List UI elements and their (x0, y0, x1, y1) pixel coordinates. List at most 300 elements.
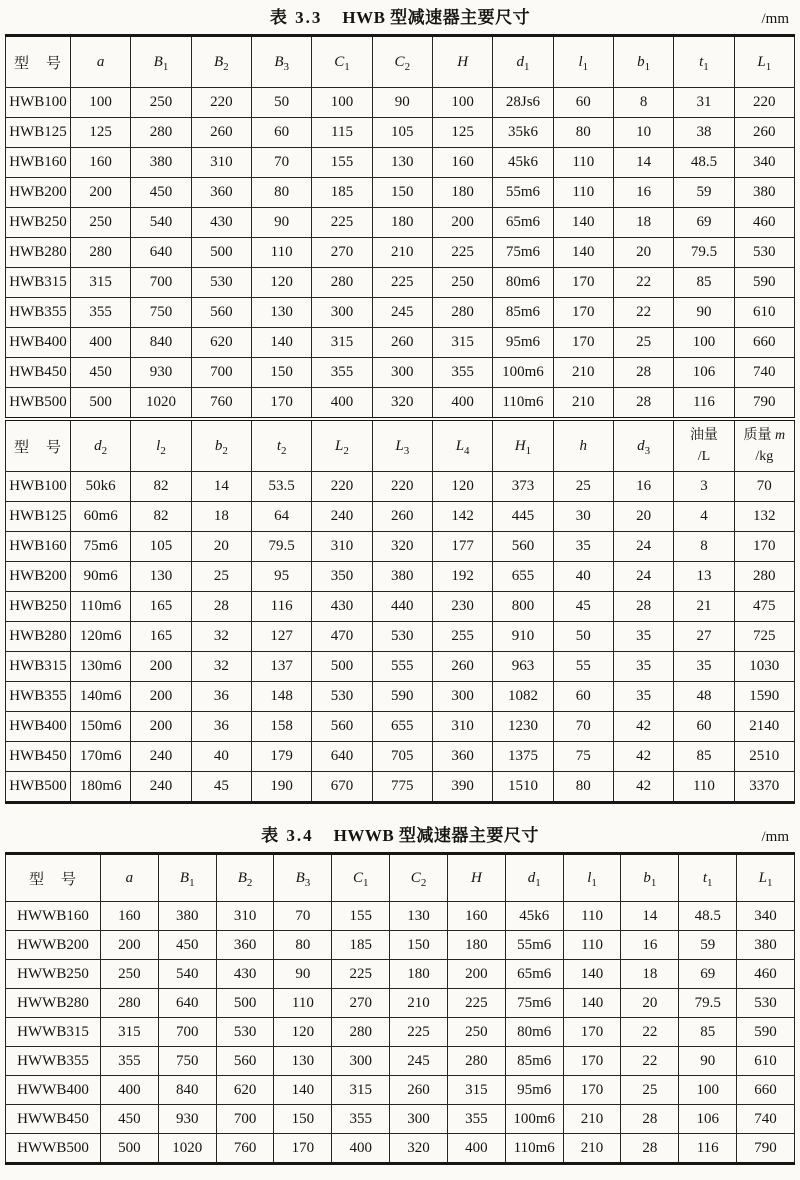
table-row (6, 1134, 795, 1164)
value-cell: 255 (432, 622, 492, 652)
table2-unit-label: /mm (761, 829, 789, 845)
value-cell: 190 (251, 772, 311, 803)
value-cell: 100 (679, 1076, 737, 1105)
table-row (6, 532, 795, 562)
value-cell: 115 (312, 118, 372, 148)
value-cell: 25 (621, 1076, 679, 1105)
value-cell: 300 (432, 682, 492, 712)
value-cell: 740 (734, 358, 794, 388)
value-cell: 260 (372, 328, 432, 358)
value-cell: 90 (372, 88, 432, 118)
column-header: a (101, 854, 159, 902)
value-cell: 140 (563, 989, 621, 1018)
value-cell: 220 (312, 472, 372, 502)
value-cell: 140 (251, 328, 311, 358)
table-row (6, 1047, 795, 1076)
value-cell: 95m6 (505, 1076, 563, 1105)
value-cell: 55m6 (493, 178, 553, 208)
value-cell: 105 (372, 118, 432, 148)
value-cell: 1510 (493, 772, 553, 803)
value-cell: 530 (312, 682, 372, 712)
value-cell: 540 (158, 960, 216, 989)
value-cell: 32 (191, 622, 251, 652)
value-cell: 45k6 (493, 148, 553, 178)
value-cell: 560 (191, 298, 251, 328)
value-cell: 170 (553, 298, 613, 328)
column-header: $B_2$ (216, 854, 274, 902)
value-cell: 460 (737, 960, 795, 989)
table-row (6, 1105, 795, 1134)
value-cell: 40 (553, 562, 613, 592)
value-cell: 590 (737, 1018, 795, 1047)
value-cell: 55 (553, 652, 613, 682)
value-cell: 250 (447, 1018, 505, 1047)
value-cell: 250 (101, 960, 159, 989)
value-cell: 50 (251, 88, 311, 118)
value-cell: 110m6 (505, 1134, 563, 1164)
value-cell: 70 (553, 712, 613, 742)
value-cell: 210 (553, 388, 613, 420)
value-cell: 70 (251, 148, 311, 178)
value-cell: 280 (101, 989, 159, 1018)
model-cell: HWB160 (6, 532, 71, 562)
value-cell: 450 (71, 358, 131, 388)
value-cell: 10 (613, 118, 673, 148)
value-cell: 315 (101, 1018, 159, 1047)
value-cell: 400 (71, 328, 131, 358)
value-cell: 315 (332, 1076, 390, 1105)
value-cell: 140 (274, 1076, 332, 1105)
header-row (6, 36, 795, 88)
value-cell: 28 (613, 388, 673, 420)
value-cell: 42 (613, 712, 673, 742)
value-cell: 500 (71, 388, 131, 420)
value-cell: 260 (734, 118, 794, 148)
value-cell: 70 (274, 902, 332, 931)
value-cell: 14 (191, 472, 251, 502)
value-cell: 100m6 (493, 358, 553, 388)
value-cell: 14 (621, 902, 679, 931)
column-header: 型 号 (6, 419, 71, 472)
value-cell: 148 (251, 682, 311, 712)
model-cell: HWWB280 (6, 989, 101, 1018)
value-cell: 28 (613, 358, 673, 388)
column-header: $t_1$ (674, 36, 734, 88)
value-cell: 530 (737, 989, 795, 1018)
column-header: $l_1$ (553, 36, 613, 88)
value-cell: 130 (372, 148, 432, 178)
value-cell: 315 (71, 268, 131, 298)
value-cell: 380 (158, 902, 216, 931)
value-cell: 220 (372, 472, 432, 502)
value-cell: 170m6 (71, 742, 131, 772)
value-cell: 16 (613, 472, 673, 502)
value-cell: 28 (613, 592, 673, 622)
value-cell: 530 (372, 622, 432, 652)
value-cell: 55m6 (505, 931, 563, 960)
value-cell: 35 (674, 652, 734, 682)
header-row (6, 854, 795, 902)
value-cell: 660 (734, 328, 794, 358)
value-cell: 725 (734, 622, 794, 652)
column-header: $b_1$ (613, 36, 673, 88)
value-cell: 160 (447, 902, 505, 931)
value-cell: 25 (191, 562, 251, 592)
value-cell: 590 (734, 268, 794, 298)
value-cell: 610 (737, 1047, 795, 1076)
value-cell: 18 (191, 502, 251, 532)
value-cell: 280 (447, 1047, 505, 1076)
value-cell: 350 (312, 562, 372, 592)
column-header: $t_2$ (251, 419, 311, 472)
column-header: $d_1$ (505, 854, 563, 902)
value-cell: 120 (251, 268, 311, 298)
value-cell: 36 (191, 712, 251, 742)
value-cell: 79.5 (679, 989, 737, 1018)
column-header: 型 号 (6, 36, 71, 88)
value-cell: 220 (191, 88, 251, 118)
value-cell: 85 (679, 1018, 737, 1047)
value-cell: 475 (734, 592, 794, 622)
table-row (6, 472, 795, 502)
value-cell: 400 (312, 388, 372, 420)
value-cell: 45k6 (505, 902, 563, 931)
value-cell: 170 (251, 388, 311, 420)
column-header: h (553, 419, 613, 472)
value-cell: 59 (679, 931, 737, 960)
model-cell: HWWB250 (6, 960, 101, 989)
value-cell: 28Js6 (493, 88, 553, 118)
value-cell: 200 (131, 712, 191, 742)
column-header: $d_1$ (493, 36, 553, 88)
value-cell: 790 (737, 1134, 795, 1164)
value-cell: 120 (274, 1018, 332, 1047)
value-cell: 48 (674, 682, 734, 712)
value-cell: 180 (432, 178, 492, 208)
value-cell: 35 (553, 532, 613, 562)
value-cell: 130 (274, 1047, 332, 1076)
table-row (6, 902, 795, 931)
model-cell: HWB250 (6, 592, 71, 622)
value-cell: 80m6 (505, 1018, 563, 1047)
table-row (6, 652, 795, 682)
value-cell: 270 (312, 238, 372, 268)
value-cell: 280 (312, 268, 372, 298)
value-cell: 20 (191, 532, 251, 562)
value-cell: 560 (312, 712, 372, 742)
value-cell: 225 (332, 960, 390, 989)
value-cell: 180m6 (71, 772, 131, 803)
column-header: $b_1$ (621, 854, 679, 902)
value-cell: 65m6 (505, 960, 563, 989)
table2-caption-number: 表 3.4 (261, 826, 314, 845)
table-row (6, 742, 795, 772)
value-cell: 340 (737, 902, 795, 931)
table-row (6, 388, 795, 420)
value-cell: 100 (432, 88, 492, 118)
model-cell: HWB500 (6, 388, 71, 420)
column-header: a (71, 36, 131, 88)
table-row (6, 772, 795, 803)
table1-unit-label: /mm (761, 11, 789, 27)
table-row (6, 1018, 795, 1047)
model-cell: HWB125 (6, 118, 71, 148)
value-cell: 610 (734, 298, 794, 328)
value-cell: 85 (674, 268, 734, 298)
value-cell: 80 (251, 178, 311, 208)
value-cell: 110 (563, 902, 621, 931)
value-cell: 240 (312, 502, 372, 532)
value-cell: 1082 (493, 682, 553, 712)
value-cell: 125 (71, 118, 131, 148)
value-cell: 700 (131, 268, 191, 298)
value-cell: 260 (191, 118, 251, 148)
column-header: $C_2$ (390, 854, 448, 902)
value-cell: 90m6 (71, 562, 131, 592)
value-cell: 90 (674, 298, 734, 328)
value-cell: 80 (274, 931, 332, 960)
value-cell: 24 (613, 562, 673, 592)
value-cell: 142 (432, 502, 492, 532)
value-cell: 1230 (493, 712, 553, 742)
value-cell: 225 (312, 208, 372, 238)
value-cell: 270 (332, 989, 390, 1018)
value-cell: 400 (101, 1076, 159, 1105)
value-cell: 31 (674, 88, 734, 118)
value-cell: 64 (251, 502, 311, 532)
value-cell: 245 (390, 1047, 448, 1076)
value-cell: 60 (553, 88, 613, 118)
value-cell: 20 (613, 502, 673, 532)
value-cell: 140 (553, 208, 613, 238)
value-cell: 65m6 (493, 208, 553, 238)
model-cell: HWWB450 (6, 1105, 101, 1134)
table1-caption-title: HWB 型减速器主要尺寸 (342, 8, 531, 27)
value-cell: 150 (274, 1105, 332, 1134)
value-cell: 20 (613, 238, 673, 268)
value-cell: 280 (131, 118, 191, 148)
value-cell: 500 (312, 652, 372, 682)
table-row (6, 1076, 795, 1105)
value-cell: 35 (613, 652, 673, 682)
model-cell: HWWB355 (6, 1047, 101, 1076)
value-cell: 560 (493, 532, 553, 562)
hwb-dimensions-table (5, 34, 795, 804)
value-cell: 1020 (131, 388, 191, 420)
value-cell: 150 (390, 931, 448, 960)
value-cell: 170 (274, 1134, 332, 1164)
value-cell: 158 (251, 712, 311, 742)
value-cell: 48.5 (679, 902, 737, 931)
value-cell: 910 (493, 622, 553, 652)
table1-caption-number: 表 3.3 (269, 8, 323, 27)
value-cell: 120 (432, 472, 492, 502)
value-cell: 60 (553, 682, 613, 712)
model-cell: HWB160 (6, 148, 71, 178)
model-cell: HWB400 (6, 712, 71, 742)
value-cell: 500 (191, 238, 251, 268)
value-cell: 32 (191, 652, 251, 682)
value-cell: 500 (216, 989, 274, 1018)
table-row (6, 592, 795, 622)
model-cell: HWWB400 (6, 1076, 101, 1105)
column-header: $L_1$ (737, 854, 795, 902)
value-cell: 200 (432, 208, 492, 238)
value-cell: 250 (432, 268, 492, 298)
value-cell: 660 (737, 1076, 795, 1105)
value-cell: 655 (493, 562, 553, 592)
value-cell: 70 (734, 472, 794, 502)
value-cell: 170 (553, 328, 613, 358)
column-header: $B_1$ (158, 854, 216, 902)
value-cell: 95 (251, 562, 311, 592)
value-cell: 360 (191, 178, 251, 208)
value-cell: 310 (432, 712, 492, 742)
value-cell: 25 (613, 328, 673, 358)
value-cell: 22 (613, 298, 673, 328)
value-cell: 100 (71, 88, 131, 118)
value-cell: 185 (312, 178, 372, 208)
value-cell: 75m6 (505, 989, 563, 1018)
value-cell: 50 (553, 622, 613, 652)
value-cell: 60 (674, 712, 734, 742)
value-cell: 340 (734, 148, 794, 178)
value-cell: 355 (312, 358, 372, 388)
value-cell: 35 (613, 682, 673, 712)
value-cell: 48.5 (674, 148, 734, 178)
value-cell: 640 (131, 238, 191, 268)
value-cell: 450 (158, 931, 216, 960)
value-cell: 300 (390, 1105, 448, 1134)
model-cell: HWWB200 (6, 931, 101, 960)
column-header: $B_1$ (131, 36, 191, 88)
value-cell: 740 (737, 1105, 795, 1134)
value-cell: 180 (447, 931, 505, 960)
table-row (6, 358, 795, 388)
value-cell: 80 (553, 118, 613, 148)
table-row (6, 960, 795, 989)
value-cell: 840 (131, 328, 191, 358)
value-cell: 200 (131, 682, 191, 712)
value-cell: 179 (251, 742, 311, 772)
value-cell: 24 (613, 532, 673, 562)
model-cell: HWB100 (6, 88, 71, 118)
value-cell: 280 (432, 298, 492, 328)
value-cell: 16 (621, 931, 679, 960)
value-cell: 100m6 (505, 1105, 563, 1134)
value-cell: 530 (734, 238, 794, 268)
value-cell: 105 (131, 532, 191, 562)
value-cell: 400 (332, 1134, 390, 1164)
value-cell: 380 (131, 148, 191, 178)
value-cell: 280 (734, 562, 794, 592)
table-row (6, 208, 795, 238)
value-cell: 8 (613, 88, 673, 118)
value-cell: 530 (191, 268, 251, 298)
value-cell: 80 (553, 772, 613, 803)
value-cell: 120m6 (71, 622, 131, 652)
value-cell: 127 (251, 622, 311, 652)
value-cell: 110 (274, 989, 332, 1018)
table-row (6, 118, 795, 148)
value-cell: 36 (191, 682, 251, 712)
value-cell: 140m6 (71, 682, 131, 712)
column-header: $d_3$ (613, 419, 673, 472)
model-cell: HWB400 (6, 328, 71, 358)
value-cell: 560 (216, 1047, 274, 1076)
value-cell: 240 (131, 742, 191, 772)
value-cell: 240 (131, 772, 191, 803)
value-cell: 210 (372, 238, 432, 268)
value-cell: 90 (679, 1047, 737, 1076)
model-cell: HWB355 (6, 682, 71, 712)
model-cell: HWB315 (6, 268, 71, 298)
value-cell: 655 (372, 712, 432, 742)
value-cell: 192 (432, 562, 492, 592)
value-cell: 380 (734, 178, 794, 208)
value-cell: 530 (216, 1018, 274, 1047)
value-cell: 355 (71, 298, 131, 328)
table-row (6, 328, 795, 358)
value-cell: 38 (674, 118, 734, 148)
value-cell: 160 (71, 148, 131, 178)
value-cell: 555 (372, 652, 432, 682)
value-cell: 670 (312, 772, 372, 803)
value-cell: 355 (101, 1047, 159, 1076)
value-cell: 200 (101, 931, 159, 960)
value-cell: 110 (563, 931, 621, 960)
table-row (6, 268, 795, 298)
value-cell: 150 (372, 178, 432, 208)
column-header: $H_1$ (493, 419, 553, 472)
value-cell: 790 (734, 388, 794, 420)
value-cell: 355 (432, 358, 492, 388)
value-cell: 90 (274, 960, 332, 989)
table2-caption-title: HWWB 型减速器主要尺寸 (333, 826, 539, 845)
column-header: $L_4$ (432, 419, 492, 472)
value-cell: 300 (312, 298, 372, 328)
model-cell: HWB100 (6, 472, 71, 502)
value-cell: 470 (312, 622, 372, 652)
value-cell: 225 (447, 989, 505, 1018)
model-cell: HWB450 (6, 742, 71, 772)
value-cell: 705 (372, 742, 432, 772)
table-row (6, 931, 795, 960)
value-cell: 18 (621, 960, 679, 989)
value-cell: 2510 (734, 742, 794, 772)
value-cell: 116 (674, 388, 734, 420)
value-cell: 90 (251, 208, 311, 238)
value-cell: 28 (191, 592, 251, 622)
value-cell: 60m6 (71, 502, 131, 532)
value-cell: 380 (372, 562, 432, 592)
column-header: H (447, 854, 505, 902)
value-cell: 390 (432, 772, 492, 803)
value-cell: 320 (390, 1134, 448, 1164)
value-cell: 620 (216, 1076, 274, 1105)
column-header: $L_3$ (372, 419, 432, 472)
value-cell: 310 (216, 902, 274, 931)
value-cell: 95m6 (493, 328, 553, 358)
value-cell: 640 (158, 989, 216, 1018)
value-cell: 260 (372, 502, 432, 532)
model-cell: HWB315 (6, 652, 71, 682)
value-cell: 22 (621, 1047, 679, 1076)
value-cell: 930 (158, 1105, 216, 1134)
column-header: 质量 m /kg (734, 419, 794, 472)
value-cell: 640 (312, 742, 372, 772)
value-cell: 170 (553, 268, 613, 298)
